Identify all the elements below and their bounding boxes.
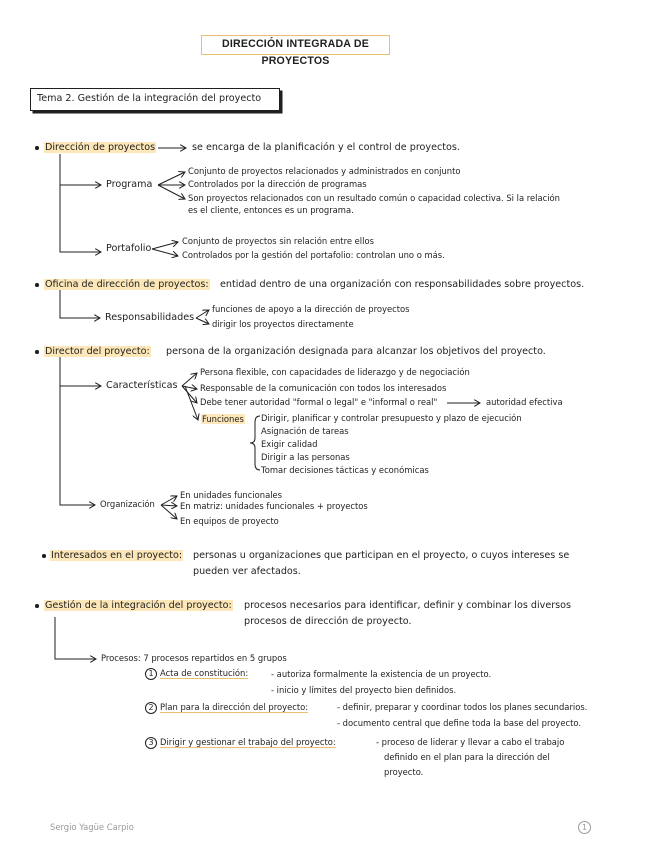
- caracteristicas-item: Debe tener autoridad "formal o legal" e "informal o real": [200, 397, 438, 407]
- caracteristicas-item: autoridad efectiva: [486, 397, 563, 407]
- proceso-1-item: - autoriza formalmente la existencia de un proyecto.: [271, 669, 492, 679]
- term-direccion-proyectos: Dirección de proyectos: [45, 142, 156, 153]
- funciones-item: Tomar decisiones tácticas y económicas: [261, 465, 429, 475]
- programa-item: Conjunto de proyectos relacionados y administrados en conjunto: [188, 166, 461, 176]
- definition-director-proyecto: persona de la organización designada para alcanzar los objetivos del proyecto.: [166, 346, 546, 357]
- programa-item: es el cliente, entonces es un programa.: [188, 205, 354, 215]
- portafolio-item: Conjunto de proyectos sin relación entre ellos: [182, 236, 374, 246]
- definition-oficina-direccion: entidad dentro de una organización con responsabilidades sobre proyectos.: [220, 279, 585, 290]
- bullet-dot: [35, 283, 39, 287]
- organizacion-item: En matriz: unidades funcionales + proyectos: [180, 501, 368, 511]
- proceso-1-label: 1 Acta de constitución:: [145, 668, 248, 680]
- number-circle: 1: [145, 668, 157, 680]
- bullet-dot: [35, 604, 39, 608]
- label-programa: Programa: [106, 179, 153, 190]
- author-footer: Sergio Yagüe Carpio: [50, 822, 134, 832]
- programa-item: Controlados por la dirección de programas: [188, 179, 367, 189]
- term-director-proyecto: Director del proyecto:: [45, 346, 150, 357]
- proceso-2-item: - documento central que define toda la base del proyecto.: [337, 718, 582, 728]
- label-funciones: Funciones: [202, 414, 244, 424]
- definition-interesados-line: personas u organizaciones que participan en el proyecto, o cuyos intereses se: [193, 550, 570, 561]
- proceso-3-label: 3 Dirigir y gestionar el trabajo del proyecto:: [145, 737, 336, 749]
- caracteristicas-item: Persona flexible, con capacidades de liderazgo y de negociación: [200, 367, 470, 377]
- definition-gestion-line: procesos de dirección de proyecto.: [244, 616, 412, 627]
- label-organizacion: Organización: [100, 499, 155, 509]
- programa-item: Son proyectos relacionados con un resultado común o capacidad colectiva. Si la relación: [188, 193, 560, 203]
- proceso-1-item: - inicio y límites del proyecto bien definidos.: [271, 685, 457, 695]
- funciones-item: Dirigir a las personas: [261, 452, 350, 462]
- bullet-dot: [35, 350, 39, 354]
- number-circle: 2: [145, 702, 157, 714]
- portafolio-item: Controlados por la gestión del portafolio: controlan uno o más.: [182, 250, 445, 260]
- responsabilidades-item: funciones de apoyo a la dirección de proyectos: [212, 304, 410, 314]
- number-circle: 3: [145, 737, 157, 749]
- proceso-3-item: proyecto.: [384, 767, 424, 777]
- bullet-dot: [35, 146, 39, 150]
- label-portafolio: Portafolio: [106, 243, 152, 254]
- proceso-3-item: - proceso de liderar y llevar a cabo el trabajo: [376, 737, 565, 747]
- proceso-2-label: 2 Plan para la dirección del proyecto:: [145, 702, 308, 714]
- definition-interesados-line: pueden ver afectados.: [193, 566, 301, 577]
- term-oficina-direccion: Oficina de dirección de proyectos:: [45, 279, 209, 290]
- funciones-item: Exigir calidad: [261, 439, 318, 449]
- caracteristicas-item: Responsable de la comunicación con todos los interesados: [200, 383, 447, 393]
- funciones-item: Dirigir, planificar y controlar presupuesto y plazo de ejecución: [261, 413, 522, 423]
- organizacion-item: En equipos de proyecto: [180, 516, 279, 526]
- topic-heading: Tema 2. Gestión de la integración del proyecto: [30, 88, 280, 111]
- document-title: DIRECCIÓN INTEGRADA DE PROYECTOS: [201, 35, 390, 55]
- definition-gestion-line: procesos necesarios para identificar, definir y combinar los diversos: [244, 600, 572, 611]
- definition-direccion-proyectos: se encarga de la planificación y el control de proyectos.: [192, 142, 460, 153]
- organizacion-item: En unidades funcionales: [180, 490, 283, 500]
- label-caracteristicas: Características: [106, 380, 178, 391]
- proceso-3-item: definido en el plan para la dirección del: [384, 752, 550, 762]
- funciones-item: Asignación de tareas: [261, 426, 349, 436]
- label-responsabilidades: Responsabilidades: [105, 312, 195, 323]
- term-gestion-integracion: Gestión de la integración del proyecto:: [45, 600, 232, 611]
- term-interesados: Interesados en el proyecto:: [51, 550, 183, 561]
- procesos-summary: Procesos: 7 procesos repartidos en 5 grupos: [101, 653, 287, 663]
- page-number: 1: [578, 821, 591, 834]
- bullet-dot: [42, 554, 46, 558]
- responsabilidades-item: dirigir los proyectos directamente: [212, 319, 354, 329]
- proceso-2-item: - definir, preparar y coordinar todos los planes secundarios.: [337, 702, 588, 712]
